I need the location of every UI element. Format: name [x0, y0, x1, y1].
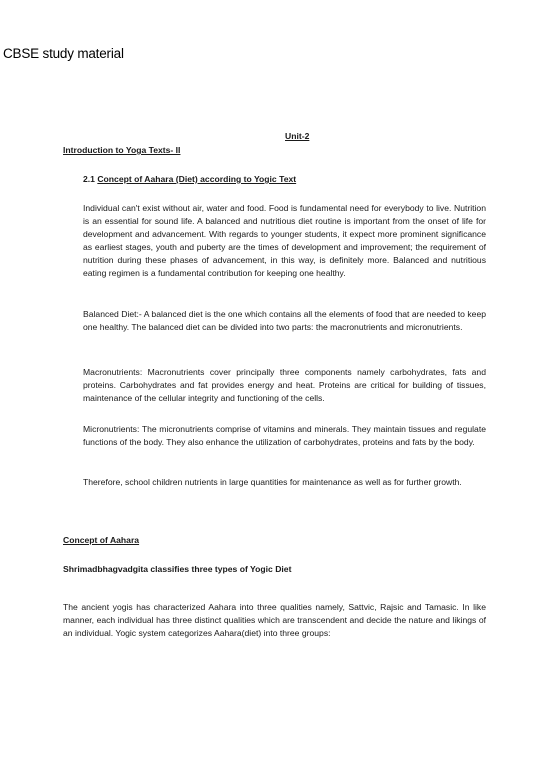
paragraph-intro: Individual can't exist without air, water and food. Food is fundamental need for everybody to live. Nutrition is an essential for sound life. A balanced and nutritious diet routine is important from the onset of life for development and advancement. With regards to younger students, it expect more prominent significance as earliest stages, youth and puberty are the times of development and improvement; the requirement of nutrition during these phases of advancement, in this way, is definitely more. Balanced and nutritious eating regimen is a fundamental contribution for keeping one healthy.: [83, 203, 486, 278]
subsection-title: Concept of Aahara (Diet) according to Yogic Text: [97, 174, 297, 184]
subsection-heading: [83, 173, 296, 186]
paragraph-micronutrients: Micronutrients: The micronutrients comprise of vitamins and minerals. They maintain tissues and regulate functions of the body. They also enhance the utilization of carbohydrates, proteins and fats by the body.: [83, 424, 486, 447]
concept-title: Concept of Aahara: [63, 535, 140, 545]
paragraph-therefore: Therefore, school children nutrients in large quantities for maintenance as well as for further growth.: [83, 477, 462, 487]
paragraph-balanced-diet: Balanced Diet:- A balanced diet is the one which contains all the elements of food that are needed to keep one healthy. The balanced diet can be divided into two parts: the macronutrients and micronutrients.: [83, 309, 486, 332]
classify-heading: Shrimadbhagvadgita classifies three types of Yogic Diet: [63, 564, 292, 574]
unit-heading: Unit-2: [285, 131, 310, 141]
section-title: Introduction to Yoga Texts- II: [63, 145, 181, 155]
paragraph-macronutrients: Macronutrients: Macronutrients cover principally three components namely carbohydrates, fats and proteins. Carbohydrates and fat provides energy and heat. Proteins are critical for building of tissues, maintenance of the cellular integrity and functioning of the cells.: [83, 367, 486, 403]
subsection-number: 2.1: [83, 174, 95, 184]
paragraph-closing: The ancient yogis has characterized Aahara into three qualities namely, Sattvic, Rajsic and Tamasic. In like manner, each individual has three distinct qualities which are transcendent and decide the nature and likings of an individual. Yogic system categorizes Aahara(diet) into three groups:: [63, 602, 486, 638]
header-label: CBSE study material: [3, 46, 124, 61]
